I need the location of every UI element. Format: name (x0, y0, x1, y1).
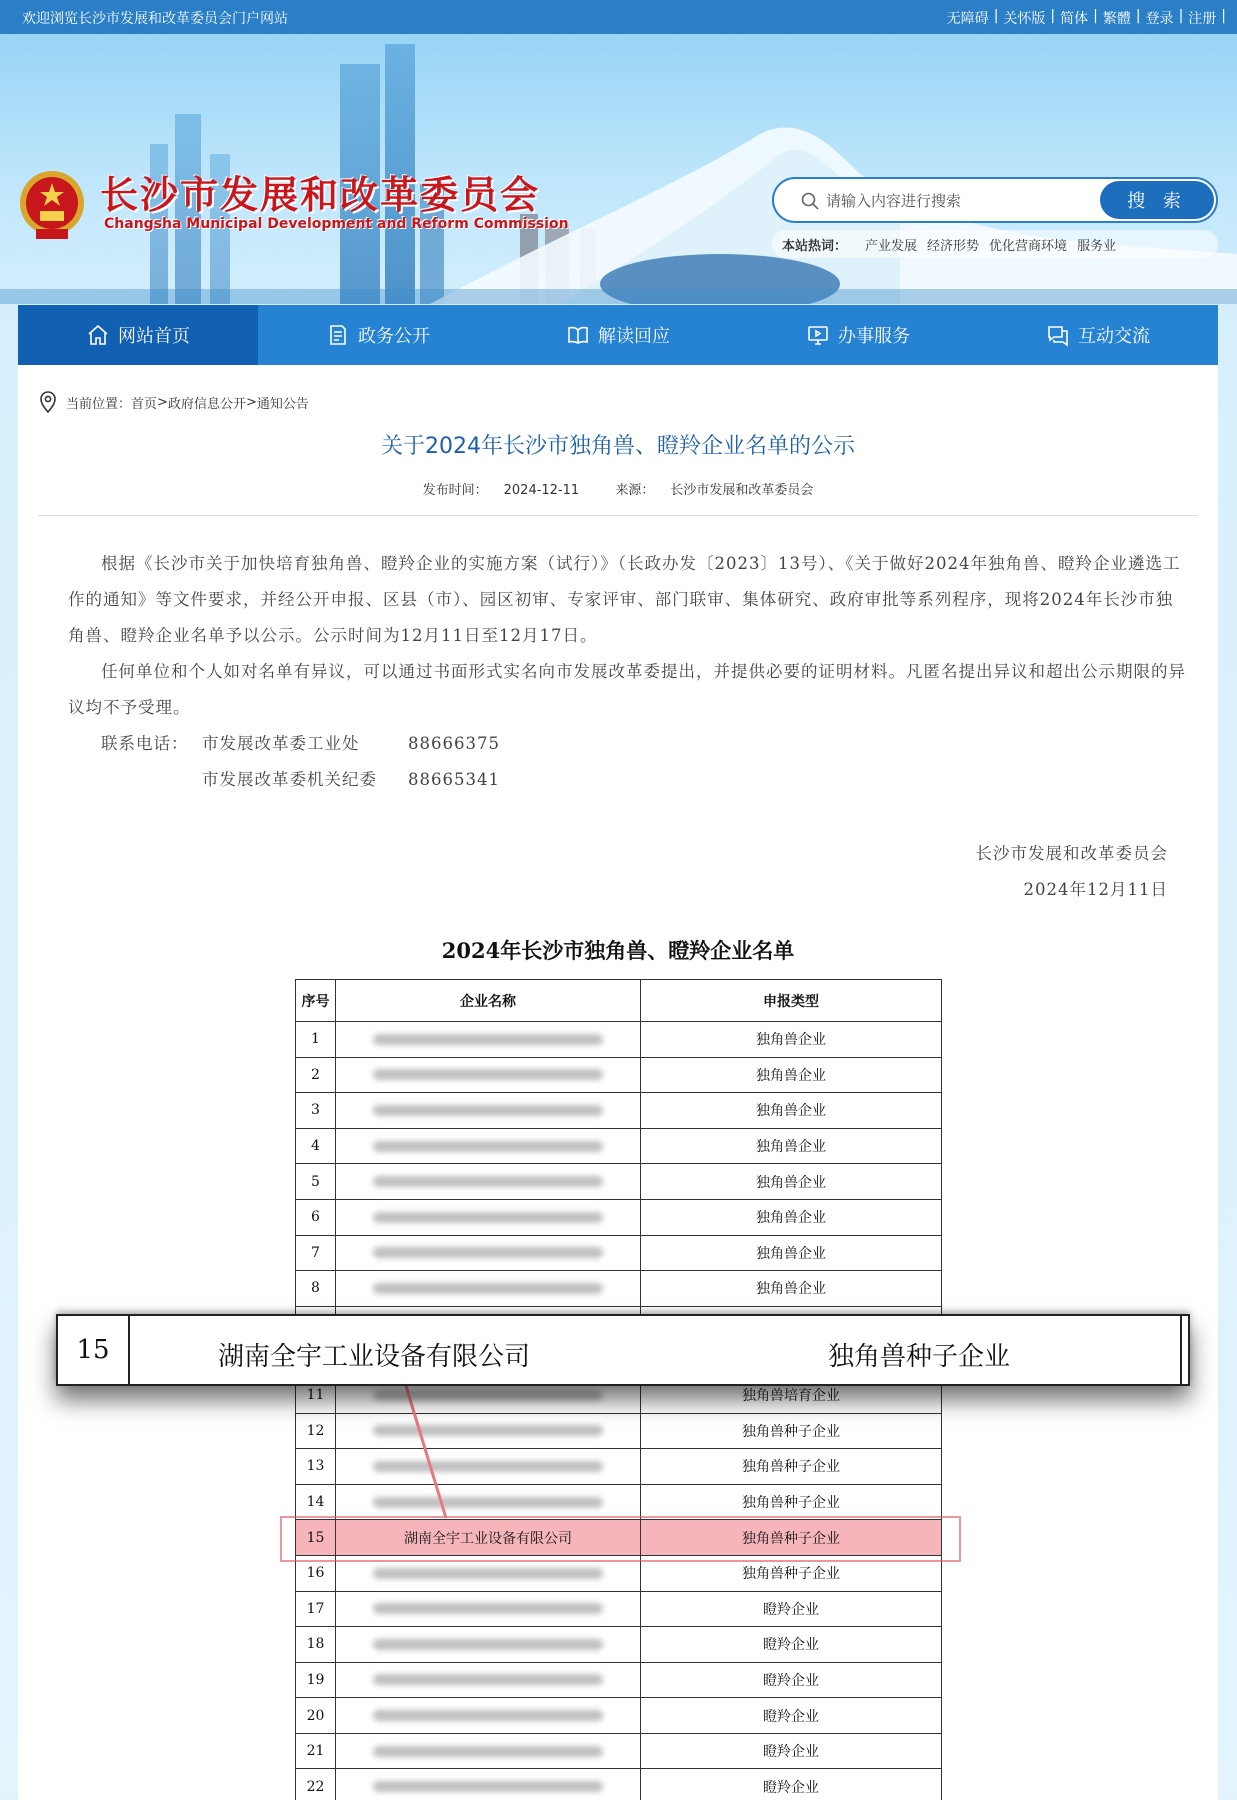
highlight-box (280, 1516, 961, 1562)
row-no: 11 (296, 1377, 336, 1413)
redacted-name (373, 1746, 603, 1757)
breadcrumb-sep: > (245, 394, 257, 410)
redacted-name (373, 1461, 603, 1472)
breadcrumb-sep: > (157, 394, 168, 410)
search-button[interactable]: 搜 索 (1100, 181, 1214, 219)
row-company-name-redacted (336, 1413, 641, 1449)
row-no: 21 (296, 1733, 336, 1769)
table-row (296, 1698, 942, 1734)
hot-words (772, 230, 1218, 258)
table-body (296, 1022, 942, 1800)
signature-date: 2024年12月11日 (1023, 880, 1168, 899)
redacted-name (373, 1247, 603, 1258)
row-type: 独角兽培育企业 (641, 1377, 942, 1413)
row-no: 7 (296, 1235, 336, 1271)
row-company-name-redacted (336, 1093, 641, 1129)
nav-services-label: 办事服务 (838, 326, 910, 347)
row-no: 20 (296, 1698, 336, 1734)
publish-date: 2024-12-11 (503, 483, 580, 498)
redacted-name (373, 1425, 603, 1436)
hot-word-link[interactable]: 产业发展 (865, 238, 918, 254)
article-body (68, 546, 1188, 798)
table-row (296, 1164, 942, 1200)
chat-icon (1046, 323, 1070, 347)
row-no: 19 (296, 1662, 336, 1698)
hot-word-link[interactable]: 优化营商环境 (989, 238, 1068, 254)
row-type: 独角兽种子企业 (641, 1520, 942, 1556)
top-bar (0, 0, 1237, 34)
link-care-mode[interactable]: 关怀版 (1003, 11, 1046, 27)
row-no: 18 (296, 1627, 336, 1663)
link-accessibility[interactable]: 无障碍 (946, 11, 989, 27)
row-type: 瞪羚企业 (641, 1769, 942, 1800)
redacted-name (373, 1034, 603, 1045)
zoom-no: 15 (58, 1316, 130, 1384)
row-no: 1 (296, 1022, 336, 1058)
breadcrumb-home[interactable]: 首页 (131, 396, 158, 412)
document-icon (326, 323, 350, 347)
table-row (296, 1484, 942, 1520)
row-company-name-redacted (336, 1769, 641, 1800)
main-nav (18, 305, 1218, 365)
row-type: 瞪羚企业 (641, 1591, 942, 1627)
breadcrumb (38, 391, 309, 413)
search-icon (800, 191, 820, 211)
table-row (296, 1128, 942, 1164)
row-company-name-redacted (336, 1057, 641, 1093)
row-no: 13 (296, 1449, 336, 1485)
contact-phone: 88665341 (408, 770, 500, 789)
redacted-name (373, 1390, 603, 1401)
row-no: 16 (296, 1555, 336, 1591)
monitor-icon (806, 323, 830, 347)
article-source: 长沙市发展和改革委员会 (670, 483, 814, 498)
row-type: 瞪羚企业 (641, 1733, 942, 1769)
contact-row-1 (68, 726, 1188, 762)
search-input[interactable] (826, 187, 1126, 215)
header-name: 企业名称 (336, 980, 641, 1022)
table-row (296, 1733, 942, 1769)
contact-label: 联系电话： (101, 734, 189, 753)
nav-interpretation[interactable] (498, 305, 738, 365)
row-type: 独角兽企业 (641, 1093, 942, 1129)
zoom-type: 独角兽种子企业 (828, 1342, 1011, 1372)
nav-home-label: 网站首页 (118, 326, 190, 347)
row-company-name-redacted (336, 1449, 641, 1485)
nav-gov-info[interactable] (258, 305, 498, 365)
table-row (296, 1235, 942, 1271)
hot-word-link[interactable]: 服务业 (1077, 238, 1117, 254)
row-type: 独角兽企业 (641, 1235, 942, 1271)
redacted-name (373, 1603, 603, 1614)
link-traditional[interactable]: 繁體 (1102, 11, 1131, 27)
table-row (296, 1449, 942, 1485)
paragraph-1: 根据《长沙市关于加快培育独角兽、瞪羚企业的实施方案（试行）》（长政办发〔2023〕13号）、《关于做好2024年独角兽、瞪羚企业遴选工作的通知》等文件要求，并经公开申报、区县（市）、园区初审、专家评审、部门联审、集体研究、政府审批等系列程序，现将2024年长沙市独角兽、瞪羚企业名单予以公示。公示时间为12月11日至12月17日。 (68, 554, 1181, 645)
row-company-name-redacted (336, 1164, 641, 1200)
nav-interaction[interactable] (978, 305, 1218, 365)
zoom-callout (56, 1314, 1190, 1386)
row-company-name-redacted (336, 1235, 641, 1271)
redacted-name (373, 1069, 603, 1080)
nav-services[interactable] (738, 305, 978, 365)
enterprise-list-table (295, 979, 942, 1800)
row-type: 瞪羚企业 (641, 1698, 942, 1734)
location-pin-icon (38, 391, 58, 413)
signature-org: 长沙市发展和改革委员会 (975, 844, 1168, 863)
breadcrumb-notice[interactable]: 通知公告 (256, 396, 309, 412)
row-company-name-redacted (336, 1271, 641, 1307)
row-company-name-redacted (336, 1128, 641, 1164)
row-type: 独角兽企业 (641, 1022, 942, 1058)
row-company-name-redacted (336, 1199, 641, 1235)
redacted-name (373, 1781, 603, 1792)
row-no: 3 (296, 1093, 336, 1129)
link-simplified[interactable]: 简体 (1060, 11, 1089, 27)
national-emblem-icon (18, 167, 86, 243)
top-links: 无障碍 | 关怀版 | 简体 | 繁體 | 登录 | 注册 | (943, 8, 1227, 28)
table-row (296, 1769, 942, 1800)
row-company-name-redacted (336, 1698, 641, 1734)
welcome-text: 欢迎浏览长沙市发展和改革委员会门户网站 (22, 11, 288, 27)
row-company-name-redacted (336, 1733, 641, 1769)
row-company-name-redacted (336, 1484, 641, 1520)
row-no: 14 (296, 1484, 336, 1520)
row-type: 独角兽种子企业 (641, 1484, 942, 1520)
header-banner (0, 34, 1237, 304)
list-title: 2024年长沙市独角兽、瞪羚企业名单 (441, 938, 795, 963)
table-row (296, 1413, 942, 1449)
redacted-name (373, 1568, 603, 1579)
table-row (296, 1627, 942, 1663)
nav-interaction-label: 互动交流 (1078, 326, 1150, 347)
row-no: 12 (296, 1413, 336, 1449)
table-header-row (296, 980, 942, 1022)
breadcrumb-label: 当前位置： (66, 396, 132, 412)
row-no: 22 (296, 1769, 336, 1800)
header-no: 序号 (296, 980, 336, 1022)
site-subtitle: Changsha Municipal Development and Reform Commission (104, 216, 569, 232)
contact-org: 市发展改革委工业处 (202, 734, 360, 753)
row-company-name-redacted (336, 1591, 641, 1627)
nav-home[interactable] (18, 305, 258, 365)
site-title: 长沙市发展和改革委员会 (100, 172, 541, 217)
redacted-name (373, 1283, 603, 1294)
nav-interpretation-label: 解读回应 (598, 326, 670, 347)
date-label: 发布时间： (422, 483, 488, 498)
row-no: 6 (296, 1199, 336, 1235)
hot-words-label: 本站热词： (782, 238, 848, 254)
breadcrumb-gov-info[interactable]: 政府信息公开 (167, 396, 246, 412)
table-row (296, 1093, 942, 1129)
row-no: 15 (296, 1520, 336, 1556)
redacted-name (373, 1674, 603, 1685)
paragraph-2: 任何单位和个人如对名单有异议，可以通过书面形式实名向市发展改革委提出，并提供必要的证明材料。凡匿名提出异议和超出公示期限的异议均不予受理。 (68, 662, 1186, 717)
header-type: 申报类型 (641, 980, 942, 1022)
search-bar (772, 177, 1218, 223)
home-icon (86, 323, 110, 347)
redacted-name (373, 1497, 603, 1508)
row-no: 2 (296, 1057, 336, 1093)
row-type: 瞪羚企业 (641, 1662, 942, 1698)
contact-org: 市发展改革委机关纪委 (202, 770, 377, 789)
divider (38, 515, 1198, 516)
table-row (296, 1057, 942, 1093)
row-type: 独角兽企业 (641, 1271, 942, 1307)
contact-phone: 88666375 (408, 734, 500, 753)
redacted-name (373, 1176, 603, 1187)
row-type: 独角兽企业 (641, 1164, 942, 1200)
row-type: 独角兽种子企业 (641, 1449, 942, 1485)
row-no: 17 (296, 1591, 336, 1627)
row-type: 瞪羚企业 (641, 1627, 942, 1663)
row-company-name-redacted (336, 1627, 641, 1663)
redacted-name (373, 1105, 603, 1116)
row-type: 独角兽种子企业 (641, 1555, 942, 1591)
book-icon (566, 323, 590, 347)
redacted-name (373, 1212, 603, 1223)
row-company-name-redacted (336, 1662, 641, 1698)
table-row (296, 1271, 942, 1307)
link-login[interactable]: 登录 (1145, 11, 1174, 27)
table-row (296, 1199, 942, 1235)
row-no: 5 (296, 1164, 336, 1200)
redacted-name (373, 1141, 603, 1152)
source-label: 来源： (615, 483, 655, 498)
signature (976, 836, 1169, 908)
redacted-name (373, 1710, 603, 1721)
article-meta (18, 479, 1218, 498)
link-register[interactable]: 注册 (1188, 11, 1217, 27)
row-type: 独角兽种子企业 (641, 1413, 942, 1449)
row-type: 独角兽企业 (641, 1128, 942, 1164)
table-row (296, 1662, 942, 1698)
row-company-name: 湖南全宇工业设备有限公司 (336, 1520, 641, 1556)
article-title: 关于2024年长沙市独角兽、瞪羚企业名单的公示 (381, 434, 855, 459)
row-company-name-redacted (336, 1022, 641, 1058)
zoom-name: 湖南全宇工业设备有限公司 (218, 1342, 531, 1372)
table-row (296, 1022, 942, 1058)
contact-row-2 (68, 762, 1188, 798)
redacted-name (373, 1639, 603, 1650)
row-type: 独角兽企业 (641, 1199, 942, 1235)
hot-word-link[interactable]: 经济形势 (927, 238, 980, 254)
row-no: 4 (296, 1128, 336, 1164)
nav-gov-info-label: 政务公开 (358, 326, 430, 347)
row-no: 8 (296, 1271, 336, 1307)
table-row (296, 1591, 942, 1627)
row-type: 独角兽企业 (641, 1057, 942, 1093)
content-panel (18, 365, 1218, 1800)
